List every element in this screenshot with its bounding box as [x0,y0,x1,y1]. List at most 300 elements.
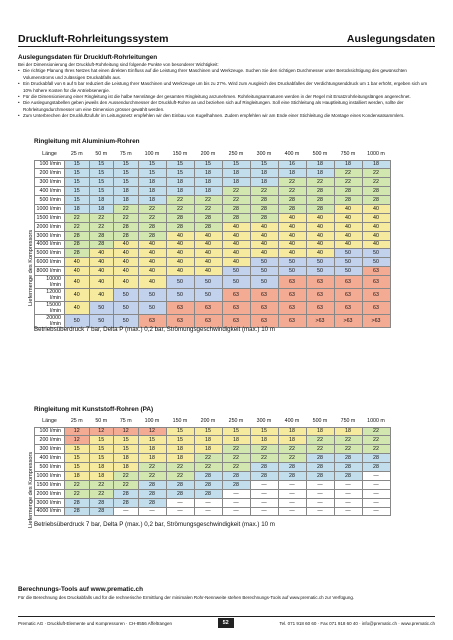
diameter-cell: — [362,498,390,507]
diameter-cell: 63 [334,289,362,302]
diameter-cell: 40 [138,267,166,276]
diameter-cell: 40 [222,231,250,240]
intro-bullet: • Für die Dimensionierung einer Ringleitung ist die halbe Nennlänge der gesamten Ringleitung anzunehmen. Rohrleitungsarmaturen werden in der Regel mit Ersatzrohrleitungslängen angerechnet. [18,94,436,100]
footer-rule [18,616,435,617]
diameter-cell: 63 [222,302,250,315]
diameter-cell: 18 [138,187,166,196]
column-header: 25 m [70,150,83,157]
diameter-cell: 22 [278,454,306,463]
diameter-cell: 28 [89,507,114,516]
diameter-cell: 40 [138,276,166,289]
diameter-cell: >63 [306,315,334,328]
diameter-cell: 15 [250,160,278,169]
intro-bullets [18,68,436,119]
diameter-cell: 15 [166,169,194,178]
column-header: 300 m [256,417,272,424]
diameter-cell: 40 [89,249,114,258]
diameter-cell: 15 [114,445,139,454]
diameter-cell: 28 [194,213,222,222]
diameter-cell: 18 [222,436,250,445]
diameter-cell: 22 [65,222,90,231]
diameter-cell: — [250,480,278,489]
diameter-cell: 15 [138,436,166,445]
column-header: 750 m [340,150,356,157]
row-header-flow: 300 l/min [35,178,65,187]
diameter-cell: 12 [65,427,90,436]
diameter-cell: 63 [362,302,390,315]
diameter-cell: 40 [65,302,90,315]
diameter-cell: 22 [89,213,114,222]
diameter-cell: 28 [194,471,222,480]
diameter-cell: 15 [89,436,114,445]
diameter-cell: 18 [166,178,194,187]
diameter-cell: — [362,489,390,498]
diameter-cell: 22 [306,436,334,445]
column-header: 500 m [312,150,328,157]
diameter-cell: 28 [138,231,166,240]
diameter-cell: 40 [222,240,250,249]
diameter-cell: — [306,498,334,507]
diameter-cell: 15 [138,160,166,169]
diameter-cell: 63 [166,315,194,328]
row-header-flow: 500 l/min [35,463,65,472]
diameter-cell: 40 [166,258,194,267]
diameter-cell: 40 [194,249,222,258]
diameter-cell: 22 [278,178,306,187]
diameter-cell: 40 [138,240,166,249]
table-row [35,196,391,205]
diameter-cell: 22 [306,445,334,454]
diameter-cell: 22 [166,196,194,205]
diameter-cell: 50 [250,258,278,267]
diameter-cell: 15 [65,178,90,187]
footer-company: Prematic AG · Druckluft-Elemente und Kompressoren · CH-8556 Affeltrangen [18,620,172,626]
diameter-cell: 22 [334,169,362,178]
diameter-cell: 15 [89,445,114,454]
alu-side-label: Liefermenge des Kompressors [28,229,34,306]
diameter-cell: 18 [166,454,194,463]
diameter-cell: 40 [334,240,362,249]
diameter-cell: 28 [166,213,194,222]
diameter-cell: 28 [166,489,194,498]
diameter-cell: 50 [306,267,334,276]
table-row [35,249,391,258]
diameter-cell: — [250,489,278,498]
diameter-cell: 40 [89,267,114,276]
column-header: 100 m [144,417,160,424]
alu-table-title: Ringleitung mit Aluminium-Rohren [34,138,140,145]
diameter-cell: 63 [306,302,334,315]
diameter-cell: 15 [89,169,114,178]
diameter-cell: 15 [166,427,194,436]
diameter-cell: 28 [306,204,334,213]
page-footer [18,618,435,628]
diameter-cell: 12 [65,436,90,445]
column-header: 150 m [172,417,188,424]
diameter-cell: 28 [65,507,90,516]
diameter-cell: 63 [166,302,194,315]
column-header: 250 m [228,417,244,424]
diameter-cell: 15 [89,454,114,463]
diameter-cell: 18 [222,169,250,178]
diameter-cell: 18 [278,427,306,436]
diameter-cell: 50 [65,315,90,328]
table-row [35,498,391,507]
table-row [35,258,391,267]
table-row [35,267,391,276]
diameter-cell: 40 [114,276,139,289]
diameter-cell: 40 [250,231,278,240]
column-header: 250 m [228,150,244,157]
diameter-cell: 15 [65,445,90,454]
diameter-cell: 40 [194,231,222,240]
intro-bullet: • Ein Druckabfall von 6 auf 5 bar reduziert die Leistung Ihrer Maschinen und Werkzeuge um bis zu 27%. Wird zum Ausgleich des Druckabfalles der Verdichtungsenddruck um 1 bar erhöht, ergeben sich um 10% höhere Kosten für die Antriebsenergie. [18,81,436,94]
table-row [35,187,391,196]
diameter-cell: 40 [334,204,362,213]
diameter-cell: 28 [222,213,250,222]
alu-table [34,148,391,328]
diameter-cell: 40 [222,249,250,258]
table-row [35,276,391,289]
diameter-cell: 28 [334,454,362,463]
diameter-cell: 28 [250,204,278,213]
diameter-cell: 40 [278,249,306,258]
row-header-flow: 3000 l/min [35,498,65,507]
row-header-flow: 12000 l/min [35,289,65,302]
diameter-cell: 50 [334,249,362,258]
diameter-cell: 22 [362,436,390,445]
diameter-cell: 63 [278,302,306,315]
diameter-cell: 18 [250,178,278,187]
row-header-flow: 200 l/min [35,169,65,178]
diameter-cell: 40 [306,240,334,249]
diameter-cell: 40 [250,240,278,249]
diameter-cell: 15 [194,427,222,436]
diameter-cell: 40 [278,222,306,231]
diameter-cell: 18 [306,427,334,436]
diameter-cell: 50 [138,302,166,315]
diameter-cell: 18 [306,169,334,178]
diameter-cell: 63 [362,289,390,302]
row-header-flow: 10000 l/min [35,276,65,289]
diameter-cell: — [194,507,222,516]
diameter-cell: 40 [250,249,278,258]
diameter-cell: 28 [306,463,334,472]
diameter-cell: 18 [222,178,250,187]
diameter-cell: 22 [222,463,250,472]
table-row [35,427,391,436]
table-corner-label: Länge [42,417,57,424]
diameter-cell: 40 [334,231,362,240]
diameter-cell: 18 [194,169,222,178]
table-row [35,445,391,454]
row-header-flow: 1000 l/min [35,204,65,213]
diameter-cell: 63 [222,315,250,328]
diameter-cell: 18 [138,196,166,205]
tools-section [18,586,354,600]
diameter-cell: 63 [334,276,362,289]
diameter-cell: 18 [194,445,222,454]
column-header: 200 m [200,417,216,424]
diameter-cell: 22 [138,471,166,480]
diameter-cell: — [362,507,390,516]
diameter-cell: 22 [114,480,139,489]
diameter-cell: 28 [334,196,362,205]
diameter-cell: 22 [194,196,222,205]
diameter-cell: — [278,498,306,507]
diameter-cell: 22 [138,204,166,213]
diameter-cell: 50 [138,289,166,302]
diameter-cell: — [334,498,362,507]
diameter-cell: 22 [334,178,362,187]
diameter-cell: 18 [65,471,90,480]
diameter-cell: 28 [278,463,306,472]
diameter-cell: 22 [222,187,250,196]
diameter-cell: 40 [334,213,362,222]
diameter-cell: 28 [138,222,166,231]
diameter-cell: 22 [65,489,90,498]
diameter-cell: — [362,480,390,489]
diameter-cell: >63 [334,315,362,328]
diameter-cell: 18 [65,204,90,213]
table-row [35,204,391,213]
row-header-flow: 400 l/min [35,187,65,196]
tools-text: Für die Berechnung des Druckabfalls und für die rechnerische Ermittlung der minimalen Rohr-Nennweite stehen Berechnungs-Tools auf www.prematic.ch zur Verfügung. [18,595,355,600]
diameter-cell: 40 [166,240,194,249]
diameter-cell: 40 [194,258,222,267]
diameter-cell: 28 [65,498,90,507]
diameter-cell: 22 [114,471,139,480]
diameter-cell: — [278,507,306,516]
diameter-cell: 15 [65,454,90,463]
diameter-cell: 15 [222,427,250,436]
diameter-cell: 50 [334,267,362,276]
row-header-flow: 15000 l/min [35,302,65,315]
diameter-cell: 50 [114,315,139,328]
page-number: 52 [218,618,234,628]
header-rule [18,46,435,47]
diameter-cell: 28 [138,489,166,498]
diameter-cell: 50 [166,276,194,289]
diameter-cell: 50 [278,267,306,276]
diameter-cell: 22 [222,445,250,454]
table-row [35,302,391,315]
diameter-cell: 18 [166,445,194,454]
diameter-cell: 28 [278,196,306,205]
row-header-flow: 5000 l/min [35,249,65,258]
diameter-cell: 15 [114,436,139,445]
diameter-cell: 22 [334,436,362,445]
diameter-cell: 40 [278,240,306,249]
alu-note: Betriebsüberdruck 7 bar, Delta P (max.) 0,2 bar, Strömungsgeschwindigkeit (max.) 10 m [34,326,275,333]
diameter-cell: 28 [334,187,362,196]
diameter-cell: 63 [194,315,222,328]
diameter-cell: 40 [114,267,139,276]
diameter-cell: 50 [166,289,194,302]
diameter-cell: 15 [114,160,139,169]
diameter-cell: 18 [114,196,139,205]
diameter-cell: 18 [89,463,114,472]
diameter-cell: — [362,471,390,480]
diameter-cell: — [222,489,250,498]
diameter-cell: 18 [89,204,114,213]
diameter-cell: 22 [278,445,306,454]
diameter-cell: — [222,507,250,516]
diameter-cell: 40 [166,267,194,276]
diameter-cell: 40 [194,267,222,276]
intro-bullet: • Die Auslegungstabellen geben jeweils den Aussendurchmesser der Druckluft-Rohre an und beziehen sich auf Ringleitungen. Soll eine Stichleitung als Hauptleitung installiert werden, sollte der Rohrleitungsdurchmesser um eine Dimension grösser gewählt werden. [18,100,436,113]
intro-bullet: • Zum Unterbrechen der Druckluftzufuhr im Leitungsnetz empfehlen wir den Einbau von Kugelhahnen. Zudem empfehlen wir am Ende einer Stichleitung die Montage eines Kondensatsammlers. [18,113,436,119]
diameter-cell: 28 [194,489,222,498]
diameter-cell: 50 [114,302,139,315]
diameter-cell: 22 [166,463,194,472]
diameter-cell: 40 [222,258,250,267]
diameter-cell: 50 [89,302,114,315]
alu-table-wrap [28,148,391,328]
diameter-cell: 50 [278,258,306,267]
diameter-cell: 15 [166,160,194,169]
diameter-cell: 28 [194,222,222,231]
diameter-cell: 50 [250,276,278,289]
diameter-cell: 63 [278,276,306,289]
pa-note: Betriebsüberdruck 7 bar, Delta P (max.) 0,2 bar, Strömungsgeschwindigkeit (max.) 10 m [34,521,275,528]
row-header-flow: 6000 l/min [35,258,65,267]
table-row [35,480,391,489]
diameter-cell: 22 [89,480,114,489]
diameter-cell: 22 [334,445,362,454]
column-header: 200 m [200,150,216,157]
diameter-cell: 16 [278,160,306,169]
diameter-cell: — [222,498,250,507]
table-row [35,436,391,445]
diameter-cell: 22 [194,454,222,463]
table-row [35,289,391,302]
diameter-cell: 28 [362,454,390,463]
diameter-cell: 40 [362,213,390,222]
diameter-cell: 28 [194,480,222,489]
diameter-cell: 63 [306,289,334,302]
diameter-cell: 50 [194,276,222,289]
diameter-cell: 22 [222,196,250,205]
diameter-cell: 50 [222,276,250,289]
diameter-cell: 63 [194,302,222,315]
diameter-cell: 28 [362,196,390,205]
diameter-cell: 28 [65,231,90,240]
diameter-cell: 63 [250,302,278,315]
diameter-cell: 28 [222,204,250,213]
diameter-cell: 40 [166,249,194,258]
diameter-cell: 40 [222,222,250,231]
pa-side-label: Liefermenge des Kompressors [28,451,34,528]
row-header-flow: 4000 l/min [35,507,65,516]
diameter-cell: — [166,498,194,507]
diameter-cell: 15 [65,187,90,196]
row-header-flow: 1500 l/min [35,213,65,222]
diameter-cell: 28 [114,489,139,498]
diameter-cell: 40 [334,222,362,231]
row-header-flow: 100 l/min [35,427,65,436]
diameter-cell: — [334,507,362,516]
diameter-cell: 40 [65,276,90,289]
row-header-flow: 100 l/min [35,160,65,169]
diameter-cell: — [306,507,334,516]
diameter-cell: — [334,489,362,498]
row-header-flow: 8000 l/min [35,267,65,276]
row-header-flow: 2000 l/min [35,489,65,498]
diameter-cell: 15 [65,169,90,178]
diameter-cell: 15 [250,427,278,436]
diameter-cell: 28 [362,187,390,196]
diameter-cell: 28 [138,480,166,489]
diameter-cell: 50 [306,258,334,267]
column-header: 750 m [340,417,356,424]
table-row [35,169,391,178]
diameter-cell: 40 [65,258,90,267]
row-header-flow: 2000 l/min [35,222,65,231]
pa-table [34,415,391,516]
diameter-cell: 18 [89,196,114,205]
diameter-cell: 28 [334,463,362,472]
diameter-cell: 28 [250,213,278,222]
row-header-flow: 400 l/min [35,454,65,463]
diameter-cell: 18 [250,436,278,445]
diameter-cell: 28 [306,187,334,196]
diameter-cell: 22 [306,178,334,187]
diameter-cell: 28 [114,231,139,240]
diameter-cell: 40 [306,231,334,240]
diameter-cell: 50 [222,267,250,276]
diameter-cell: 28 [334,471,362,480]
diameter-cell: 28 [65,240,90,249]
diameter-cell: 18 [114,454,139,463]
diameter-cell: 28 [166,480,194,489]
diameter-cell: 22 [114,213,139,222]
diameter-cell: 22 [89,489,114,498]
diameter-cell: 18 [334,160,362,169]
diameter-cell: 15 [89,187,114,196]
diameter-cell: 18 [194,187,222,196]
diameter-cell: 40 [362,204,390,213]
intro-section [18,54,436,119]
diameter-cell: 28 [278,471,306,480]
diameter-cell: 18 [194,436,222,445]
diameter-cell: 63 [278,289,306,302]
diameter-cell: 28 [250,463,278,472]
diameter-cell: 63 [138,315,166,328]
table-row [35,471,391,480]
diameter-cell: 15 [138,169,166,178]
diameter-cell: — [278,489,306,498]
column-header: 75 m [119,417,132,424]
diameter-cell: 15 [114,169,139,178]
diameter-cell: 15 [194,160,222,169]
diameter-cell: 50 [114,289,139,302]
diameter-cell: 28 [65,249,90,258]
table-row [35,178,391,187]
diameter-cell: 28 [306,454,334,463]
diameter-cell: 18 [138,445,166,454]
diameter-cell: 12 [138,427,166,436]
diameter-cell: 18 [138,454,166,463]
diameter-cell: — [166,507,194,516]
page-header [18,31,435,45]
diameter-cell: 40 [114,240,139,249]
diameter-cell: 22 [65,480,90,489]
diameter-cell: 15 [114,178,139,187]
diameter-cell: 28 [89,240,114,249]
diameter-cell: 40 [89,258,114,267]
diameter-cell: 15 [65,160,90,169]
